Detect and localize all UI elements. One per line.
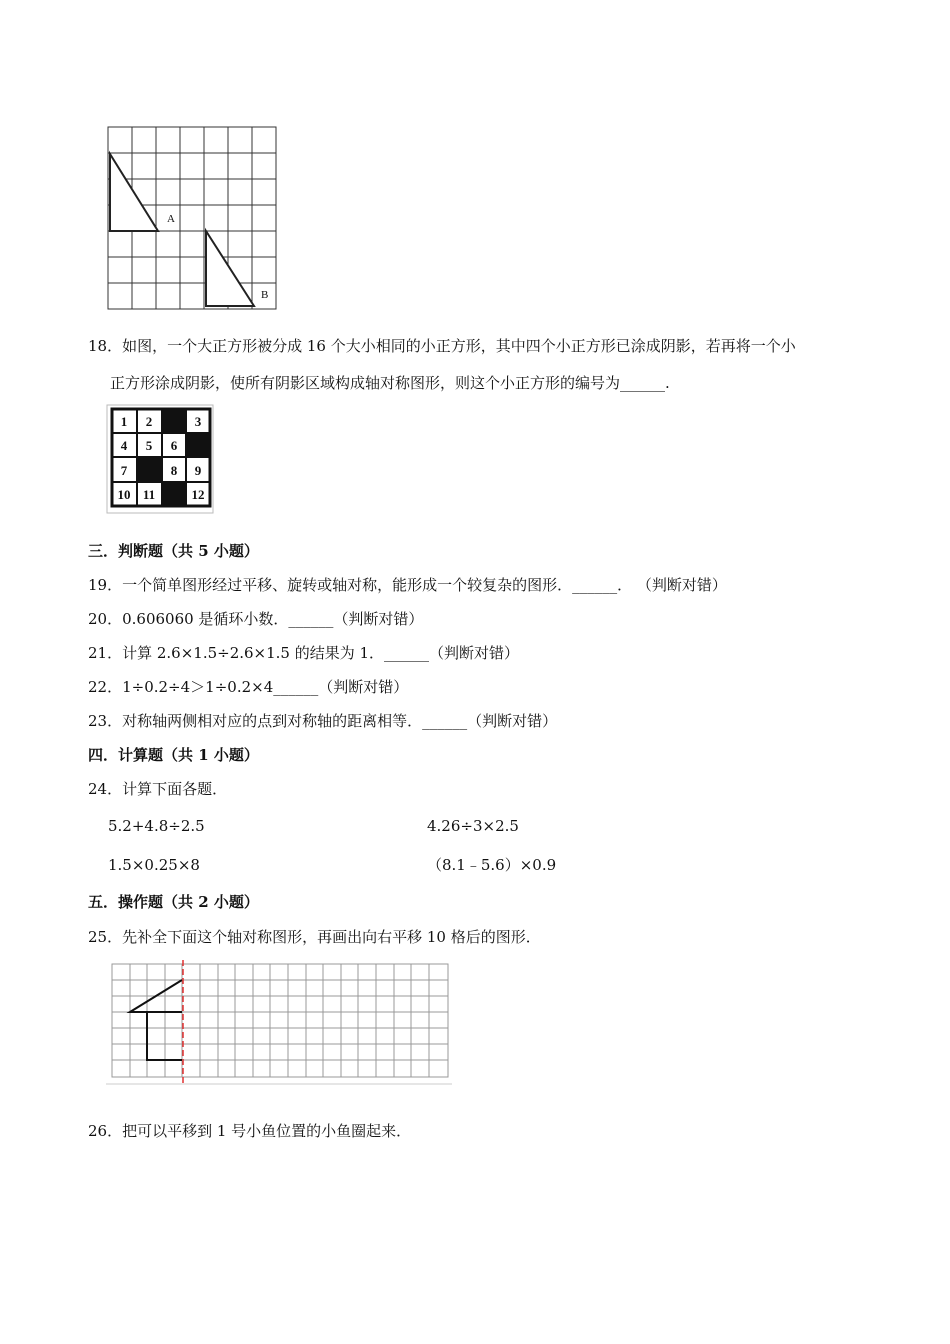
- cell-number: 9: [194, 463, 202, 478]
- cell-number: 2: [145, 414, 153, 429]
- cell-number: 4: [120, 438, 128, 453]
- q26: 26．把可以平移到 1 号小鱼位置的小鱼圈起来．: [88, 1122, 412, 1140]
- triangle-b: [206, 231, 254, 306]
- cell-number: 8: [170, 463, 178, 478]
- q22: 22．1÷0.2÷4＞1÷0.2×4______（判断对错）: [88, 678, 409, 696]
- symmetry-grid-figure: [106, 960, 452, 1086]
- q19: 19．一个简单图形经过平移、旋转或轴对称，能形成一个较复杂的图形．______． （判断对错）: [88, 576, 727, 594]
- section4-title: 四．计算题（共 1 小题）: [88, 746, 259, 764]
- cell-number: 3: [194, 414, 202, 429]
- numbered-grid-figure: [106, 404, 214, 514]
- label-a: A: [167, 213, 175, 225]
- cell-number: 5: [145, 438, 153, 453]
- shaded-cell: [162, 409, 186, 433]
- shaded-cell: [186, 433, 210, 457]
- q18-line2: 正方形涂成阴影，使所有阴影区域构成轴对称图形，则这个小正方形的编号为______.: [110, 374, 670, 392]
- triangle-grid-figure: [105, 124, 280, 314]
- expr-4: （8.1﹣5.6）×0.9: [427, 856, 557, 874]
- q21: 21．计算 2.6×1.5÷2.6×1.5 的结果为 1．______（判断对错）: [88, 644, 520, 662]
- q24: 24．计算下面各题．: [88, 780, 228, 798]
- section5-title: 五．操作题（共 2 小题）: [88, 893, 259, 911]
- shaded-cell: [162, 482, 186, 506]
- expr-3: 1.5×0.25×8: [108, 856, 200, 874]
- cell-number: 11: [142, 487, 156, 502]
- q23: 23．对称轴两侧相对应的点到对称轴的距离相等．______（判断对错）: [88, 712, 558, 730]
- expr-1: 5.2+4.8÷2.5: [108, 817, 205, 835]
- q20: 20．0.606060 是循环小数．______（判断对错）: [88, 610, 424, 628]
- shaded-cell: [137, 457, 162, 482]
- cell-number: 12: [191, 487, 205, 502]
- section3-title: 三．判断题（共 5 小题）: [88, 542, 259, 560]
- triangle-a: [110, 154, 158, 231]
- cell-number: 6: [170, 438, 178, 453]
- label-b: B: [261, 289, 269, 301]
- cell-number: 10: [117, 487, 131, 502]
- expr-2: 4.26÷3×2.5: [427, 817, 519, 835]
- cell-number: 1: [120, 414, 128, 429]
- cell-number: 7: [120, 463, 128, 478]
- q25: 25．先补全下面这个轴对称图形，再画出向右平移 10 格后的图形．: [88, 928, 541, 946]
- q18-line1: 18．如图，一个大正方形被分成 16 个大小相同的小正方形，其中四个小正方形已涂成阴影，若再将一个小: [88, 337, 796, 355]
